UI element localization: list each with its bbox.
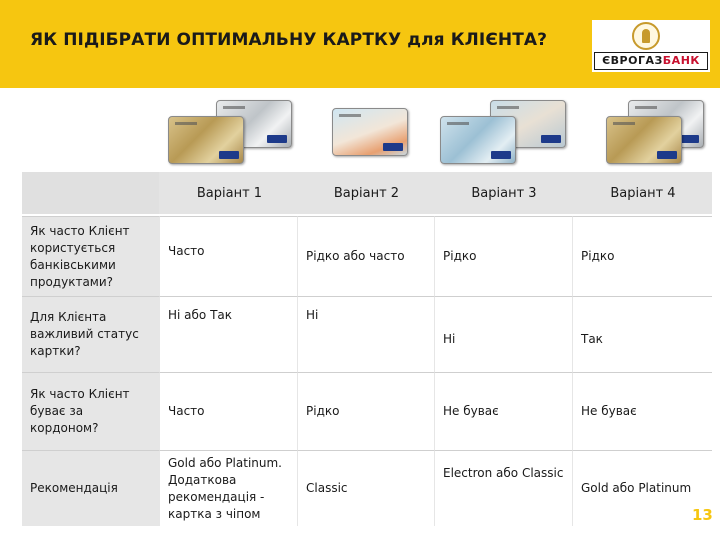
table-cell: Часто: [159, 216, 297, 296]
table-row: [22, 216, 712, 296]
header-cell-variant-4: Варіант 4: [572, 172, 712, 216]
table-cell: Так: [572, 296, 712, 372]
table-cell: Electron або Classic: [434, 450, 572, 526]
table-row: [22, 372, 712, 450]
table-cell: Ні: [297, 296, 434, 372]
row-question: Рекомендація: [22, 450, 159, 526]
table-cell: Рідко: [434, 216, 572, 296]
card-variant-4-gold: [606, 116, 682, 164]
table-row: [22, 296, 712, 372]
header-cell-variant-2: Варіант 2: [297, 172, 434, 216]
table-cell: Не буває: [572, 372, 712, 450]
table-cell: Ні: [434, 296, 572, 372]
table-cell: Рідко: [297, 372, 434, 450]
bank-logo: [592, 20, 710, 72]
page-number: 13: [692, 506, 713, 524]
card-selection-table: [22, 172, 712, 526]
header-cell-variant-3: Варіант 3: [434, 172, 572, 216]
visa-logo-icon: [491, 151, 511, 159]
table-cell: Gold або Platinum: [572, 450, 712, 526]
row-question: Як часто Клієнт користується банківськими продуктами?: [22, 216, 159, 296]
table-cell: Ні або Так: [159, 296, 297, 372]
visa-logo-icon: [657, 151, 677, 159]
card-variant-3-electron: [440, 116, 516, 164]
visa-logo-icon: [541, 135, 561, 143]
card-variant-2-classic: [332, 108, 408, 156]
row-question: Як часто Клієнт буває за кордоном?: [22, 372, 159, 450]
table-cell: Gold або Platinum. Додаткова рекомендація - картка з чіпом: [159, 450, 297, 526]
visa-logo-icon: [679, 135, 699, 143]
visa-logo-icon: [267, 135, 287, 143]
page-title: ЯК ПІДІБРАТИ ОПТИМАЛЬНУ КАРТКУ для КЛІЄНТА?: [30, 30, 548, 50]
row-question: Для Клієнта важливий статус картки?: [22, 296, 159, 372]
table-cell: Рідко або часто: [297, 216, 434, 296]
card-variant-1-gold: [168, 116, 244, 164]
visa-logo-icon: [383, 143, 403, 151]
header-cell-variant-1: Варіант 1: [159, 172, 297, 216]
table-row: [22, 450, 712, 526]
bank-emblem-icon: [632, 22, 660, 50]
table-cell: Часто: [159, 372, 297, 450]
header-cell-empty: [22, 172, 159, 216]
table-cell: Не буває: [434, 372, 572, 450]
table-header-row: [22, 172, 712, 216]
bank-logo-wordmark: ЄВРОГАЗБАНК: [594, 52, 708, 70]
table-cell: Рідко: [572, 216, 712, 296]
title-banner: [0, 0, 720, 88]
table-cell: Classic: [297, 450, 434, 526]
visa-logo-icon: [219, 151, 239, 159]
